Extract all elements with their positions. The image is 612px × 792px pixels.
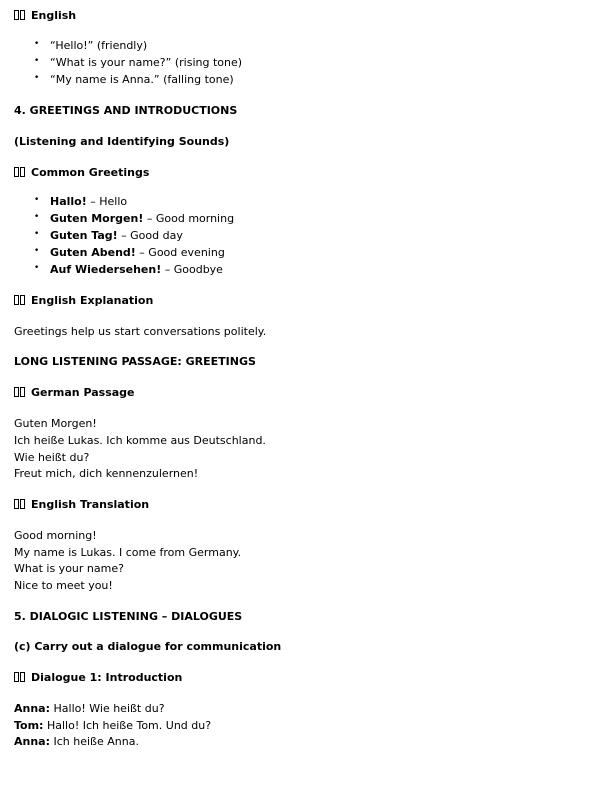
- heading-common-greetings: Common Greetings: [14, 166, 149, 179]
- english-translation-line: What is your name?: [14, 562, 124, 575]
- german-passage-line: Guten Morgen!: [14, 417, 97, 430]
- heading-english-translation: English Translation: [14, 498, 149, 511]
- list-item: • Auf Wiedersehen! – Goodbye: [50, 263, 223, 276]
- list-item: • “What is your name?” (rising tone): [50, 56, 242, 69]
- german-passage-line: Wie heißt du?: [14, 451, 90, 464]
- german-passage-line: Freut mich, dich kennenzulernen!: [14, 467, 199, 480]
- english-explanation-text: Greetings help us start conversations politely.: [14, 325, 267, 338]
- english-translation-line: My name is Lukas. I come from Germany.: [14, 546, 242, 559]
- list-item: • Guten Tag! – Good day: [50, 229, 183, 242]
- english-translation-line: Nice to meet you!: [14, 579, 113, 592]
- section-5-title: 5. DIALOGIC LISTENING – DIALOGUES: [14, 610, 243, 623]
- missing-glyph-icon: [14, 294, 26, 307]
- list-item: • “Hello!” (friendly): [50, 39, 147, 52]
- missing-glyph-icon: [14, 498, 26, 511]
- heading-dialogue-1: Dialogue 1: Introduction: [14, 671, 182, 684]
- missing-glyph-icon: [14, 386, 26, 399]
- heading-english-explanation: English Explanation: [14, 294, 153, 307]
- german-passage-line: Ich heiße Lukas. Ich komme aus Deutschland.: [14, 434, 266, 447]
- dialogue-line: Anna: Ich heiße Anna.: [14, 735, 139, 748]
- list-item: • Guten Morgen! – Good morning: [50, 212, 234, 225]
- section-4-subtitle: (Listening and Identifying Sounds): [14, 135, 230, 148]
- long-passage-title: LONG LISTENING PASSAGE: GREETINGS: [14, 355, 256, 368]
- list-item: • Guten Abend! – Good evening: [50, 246, 225, 259]
- missing-glyph-icon: [14, 671, 26, 684]
- dialogue-line: Anna: Hallo! Wie heißt du?: [14, 702, 165, 715]
- list-item: • “My name is Anna.” (falling tone): [50, 73, 234, 86]
- section-4-title: 4. GREETINGS AND INTRODUCTIONS: [14, 104, 238, 117]
- dialogue-line: Tom: Hallo! Ich heiße Tom. Und du?: [14, 719, 212, 732]
- section-5-subtitle: (c) Carry out a dialogue for communication: [14, 640, 282, 653]
- missing-glyph-icon: [14, 9, 26, 22]
- heading-german-passage: German Passage: [14, 386, 135, 399]
- list-item: • Hallo! – Hello: [50, 195, 127, 208]
- heading-english: English: [14, 9, 76, 22]
- english-translation-line: Good morning!: [14, 529, 97, 542]
- missing-glyph-icon: [14, 166, 26, 179]
